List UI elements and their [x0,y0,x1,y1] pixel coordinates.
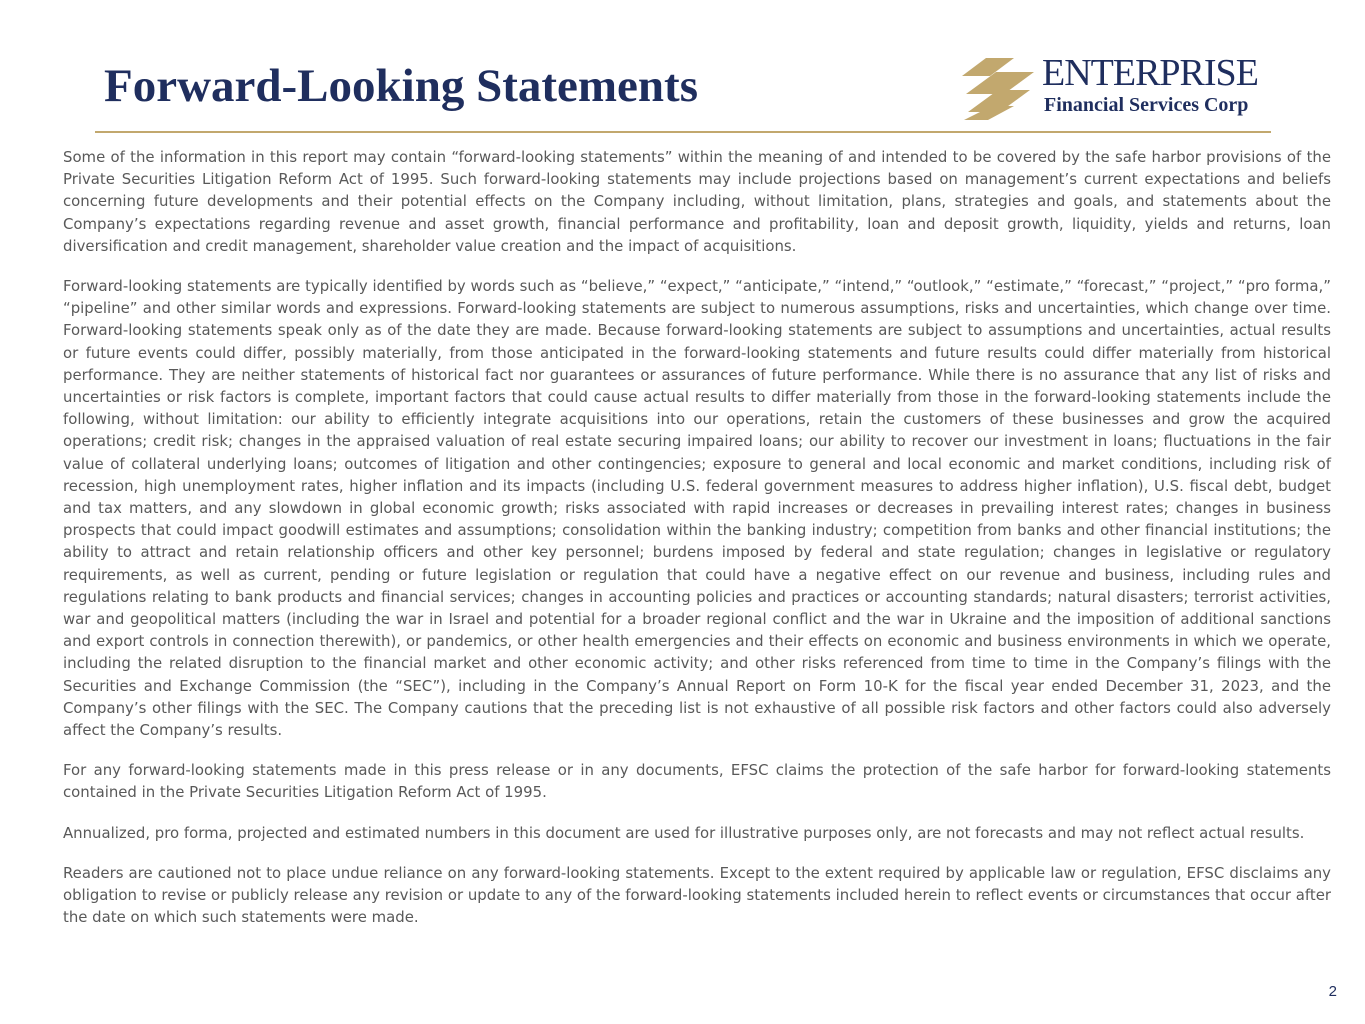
paragraph-protection-claim: For any forward-looking statements made in this press release or in any documents, EFSC claims the protection of the safe harbor for forward-looking statements contained in the Private Securities Litigation Reform Act of 1995. [63,761,1331,802]
page-title: Forward-Looking Statements [104,60,698,112]
paragraph-illustrative-numbers: Annualized, pro forma, projected and estimated numbers in this document are used for illustrative purposes only, are not forecasts and may not reflect actual results. [63,823,1305,842]
enterprise-stripes-logo-icon [962,58,1034,120]
logo-subtitle: Financial Services Corp [1044,94,1249,116]
paragraph-safe-harbor: Some of the information in this report may contain “forward-looking statements” within the meaning of and intended to be covered by the safe harbor provisions of the Private Securities Litigation Reform Act of 1995. Such forward-looking statements may include projections based on management’s current expectations and beliefs concerning future developments and their potential effects on the Company including, without limitation, plans, strategies and goals, and statements about the Company’s expectations regarding revenue and asset growth, financial performance and profitability, loan and deposit growth, liquidity, yields and returns, loan diversification and credit management, shareholder value creation and the impact of acquisitions. [63,148,1331,255]
company-logo [962,52,1274,122]
logo-wordmark: ENTERPRISE [1042,52,1258,94]
paragraph-risk-factors: Forward-looking statements are typically identified by words such as “believe,” “expect,” “anticipate,” “intend,” “outlook,” “estimate,” “forecast,” “project,” “pro forma,” “pipeline” and other similar words and expressions. Forward-looking statements are subject to numerous assumptions, risks and uncertainties, which change over time. Forward-looking statements speak only as of the date they are made. Because forward-looking statements are subject to assumptions and uncertainties, actual results or future events could differ, possibly materially, from those anticipated in the forward-looking statements and future results could differ materially from historical performance. They are neither statements of historical fact nor guarantees or assurances of future performance. While there is no assurance that any list of risks and uncertainties or risk factors is complete, important factors that could cause actual results to differ materially from those in the forward-looking statements include the following, without limitation: our ability to efficiently integrate acquisitions into our operations, retain the customers of these businesses and grow the acquired operations; credit risk; changes in the appraised valuation of real estate securing impaired loans; our ability to recover our investment in loans; fluctuations in the fair value of collateral underlying loans; outcomes of litigation and other contingencies; exposure to general and local economic and market conditions, including risk of recession, high unemployment rates, higher inflation and its impacts (including U.S. federal government measures to address higher inflation), U.S. fiscal debt, budget and tax matters, and any slowdown in global economic growth; risks associated with rapid increases or decreases in prevailing interest rates; changes in business prospects that could impact goodwill estimates and assumptions; consolidation within the banking industry; competition from banks and other financial institutions; the ability to attract and retain relationship officers and other key personnel; burdens imposed by federal and state regulation; changes in legislative or regulatory requirements, as well as current, pending or future legislation or regulation that could have a negative effect on our revenue and business, including rules and regulations relating to bank products and financial services; changes in accounting policies and practices or accounting standards; natural disasters; terrorist activities, war and geopolitical matters (including the war in Israel and potential for a broader regional conflict and the war in Ukraine and the imposition of additional sanctions and export controls in connection therewith), or pandemics, or other health emergencies and their effects on economic and business environments in which we operate, including the related disruption to the financial market and other economic activity; and other risks referenced from time to time in the Company’s filings with the Securities and Exchange Commission (the “SEC”), including in the Company’s Annual Report on Form 10-K for the fiscal year ended December 31, 2023, and the Company’s other filings with the SEC. The Company cautions that the preceding list is not exhaustive of all possible risk factors and other factors could also adversely affect the Company’s results. [63,277,1331,740]
paragraph-undue-reliance: Readers are cautioned not to place undue reliance on any forward-looking statements. Except to the extent required by applicable law or regulation, EFSC disclaims any obligation to revise or publicly release any revision or update to any of the forward-looking statements included herein to reflect events or circumstances that occur after the date on which such statements were made. [63,863,1331,927]
page-number: 2 [1328,983,1337,1000]
title-divider [95,131,1271,133]
disclaimer-body [63,146,1331,947]
